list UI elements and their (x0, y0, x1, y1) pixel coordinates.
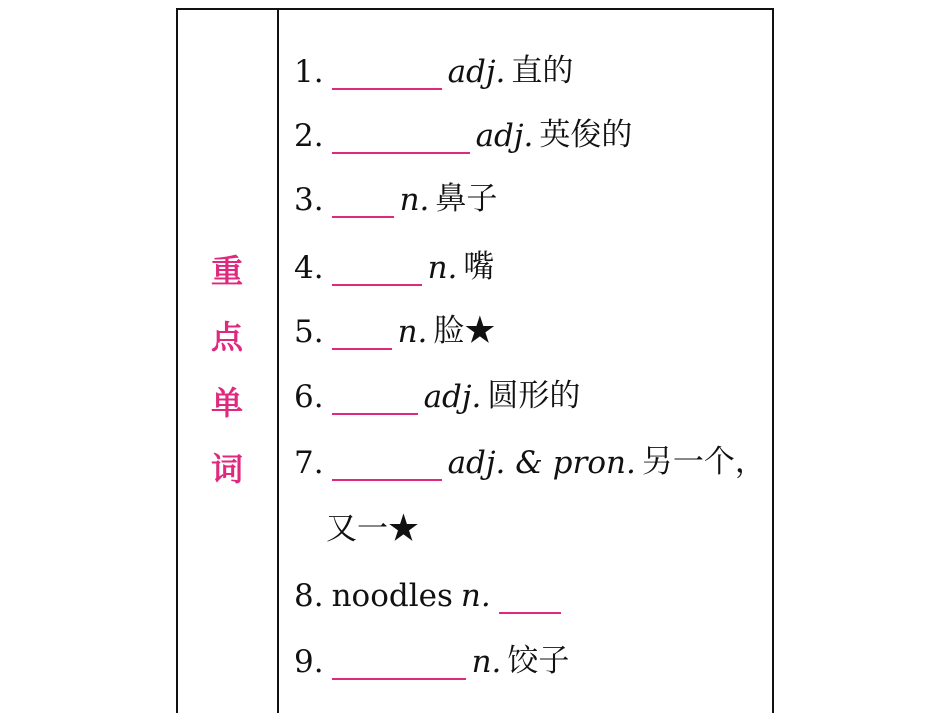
vocab-entry-6 (294, 367, 580, 415)
section-title-char: 重 (210, 252, 243, 290)
part-of-speech: n. (471, 644, 502, 680)
part-of-speech: adj. (423, 379, 482, 415)
section-title-char: 单 (210, 384, 243, 422)
entry-number: 5. (294, 314, 324, 350)
answer-blank[interactable] (499, 578, 561, 614)
meaning: 另一个， (641, 444, 766, 480)
part-of-speech: adj. (475, 118, 534, 154)
entry-number: 8. (294, 578, 324, 614)
vocab-entry-5 (294, 302, 495, 350)
entry-number: 9. (294, 644, 324, 680)
answer-blank[interactable] (332, 54, 442, 90)
meaning-continued: 又一★ (326, 511, 419, 547)
vocab-entry-9 (294, 632, 569, 680)
english-word: noodles (331, 578, 453, 614)
meaning: 饺子 (507, 643, 570, 679)
entry-number: 1. (294, 54, 324, 90)
part-of-speech: n. (397, 314, 428, 350)
answer-blank[interactable] (332, 314, 392, 350)
answer-blank[interactable] (332, 250, 422, 286)
vocab-entry-2 (294, 106, 632, 154)
part-of-speech: adj. & pron. (447, 445, 636, 481)
vocab-entry-4 (294, 238, 494, 286)
entry-number: 6. (294, 379, 324, 415)
section-title (205, 238, 249, 502)
entry-number: 3. (294, 182, 324, 218)
entry-number: 2. (294, 118, 324, 154)
part-of-speech: adj. (447, 54, 506, 90)
vocab-entry-7-continued (326, 500, 419, 548)
answer-blank[interactable] (332, 379, 418, 415)
section-title-char: 点 (210, 318, 243, 356)
answer-blank[interactable] (332, 644, 466, 680)
meaning: 鼻子 (435, 181, 498, 217)
meaning: 直的 (511, 53, 574, 89)
answer-blank[interactable] (332, 118, 470, 154)
section-title-char: 词 (210, 450, 243, 488)
vocab-entry-8 (294, 566, 567, 614)
meaning: 英俊的 (539, 117, 633, 153)
entry-number: 4. (294, 250, 324, 286)
entry-number: 7. (294, 445, 324, 481)
meaning: 嘴 (463, 249, 495, 285)
part-of-speech: n. (460, 578, 491, 614)
column-divider (277, 8, 279, 713)
part-of-speech: n. (399, 182, 430, 218)
meaning: 脸★ (433, 313, 496, 349)
answer-blank[interactable] (332, 445, 442, 481)
vocab-entry-1 (294, 42, 573, 90)
part-of-speech: n. (427, 250, 458, 286)
vocab-entry-7 (294, 433, 766, 481)
vocab-entry-3 (294, 170, 497, 218)
answer-blank[interactable] (332, 182, 394, 218)
meaning: 圆形的 (487, 378, 581, 414)
